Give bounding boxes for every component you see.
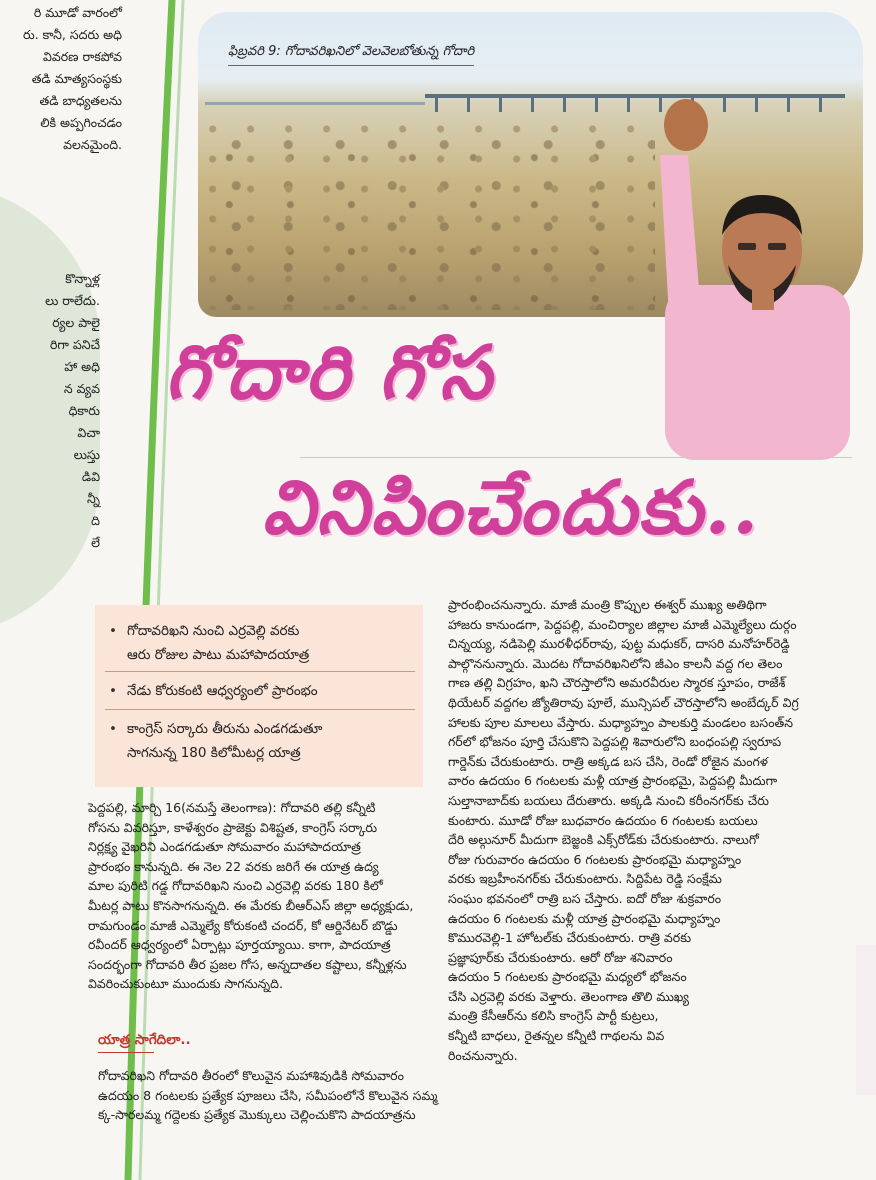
article-line: మంత్రి కేసీఆర్‌ను కలిసి కాంగ్రెస్ పార్టీ కుట్రలు, bbox=[448, 1008, 659, 1024]
text-line: వలనమైంది. bbox=[63, 137, 122, 152]
text-line: తడి బాధ్యతలను bbox=[39, 93, 122, 108]
article-body-right bbox=[448, 595, 863, 1065]
text-line: వివరణ రాకపోవ bbox=[42, 49, 122, 64]
highlights-box bbox=[95, 605, 423, 787]
article-line: మాల పురిటి గడ్డ గోదావరిఖని నుంచి ఎర్రవెల్లి వరకు 180 కిలో bbox=[88, 878, 383, 894]
text-line: న్నీ bbox=[86, 491, 100, 506]
article-line: గోదావరిఖని గోదావరి తీరంలో కొలువైన మహాశివుడికి సోమవారం bbox=[98, 1068, 404, 1083]
article-line: ప్రారంభం కానున్నది. ఈ నెల 22 వరకు జరిగే ఈ యాత్ర ఉద్య bbox=[88, 858, 379, 874]
article-line: రామగుండం మాజీ ఎమ్మెల్యే కోరుకంటి చందర్, కో ఆర్డినేటర్ బొడ్డు bbox=[88, 917, 398, 933]
article-line: పెద్దపల్లి, మార్చి 16(నమస్తే తెలంగాణ): గోదావరి తల్లి కన్నీటి bbox=[88, 800, 376, 815]
article-line: మీటర్ల పాటు కొనసాగనున్నది. ఈ మేరకు బీఆర్ఎస్ జిల్లా అధ్యక్షుడు, bbox=[88, 897, 414, 913]
article-line: హాలకు పూల మాలలు వేస్తారు. మధ్యాహ్నం పాలకుర్తి మండలం బసంత్‌న bbox=[448, 714, 794, 730]
section-subheading: యాత్ర సాగేదిలా.. bbox=[98, 1032, 191, 1048]
person-raised-fist-photo bbox=[640, 95, 855, 460]
text-line: డివి bbox=[81, 469, 100, 484]
green-border-stripe bbox=[118, 0, 192, 1180]
article-line: రవీందర్ ఆధ్వర్యంలో ఏర్పాట్లు పూర్తయ్యాయి. కాగా, పాదయాత్ర bbox=[88, 937, 391, 953]
article-line: గర్‌లో భోజనం పూర్తి చేసుకొని పెద్దపల్లి శివారులోని బంధంపల్లి స్వరూప bbox=[448, 734, 782, 750]
article-line: థియేటర్ వద్దగల జ్యోతిరావు పూలే, మున్సిపల్ చౌరస్తాలోని అంబేద్కర్ విగ్ర bbox=[448, 694, 799, 710]
article-line: హాజరు కానుండగా, పెద్దపల్లి, మంచిర్యాల జిల్లాల మాజీ ఎమ్మెల్యేలు దుర్గం bbox=[448, 616, 797, 632]
adjacent-page-edge bbox=[856, 945, 876, 1095]
headline-line-1: గోదారి గోస bbox=[165, 330, 494, 416]
article-line: సుల్తానాబాద్‌కు బయలు దేరుతారు. అక్కడి నుంచి కరీంనగర్‌కు చేరు bbox=[448, 792, 769, 808]
article-line: ఉదయం 6 గంటలకు మళ్లీ యాత్ర ప్రారంభమై మధ్యాహ్నం bbox=[448, 910, 721, 926]
text-line: విచా bbox=[77, 425, 100, 440]
article-line: ప్రజ్ఞాపూర్‌కు చేరుకుంటారు. ఆరో రోజు శనివారం bbox=[448, 949, 673, 965]
article-line: నిర్లక్ష్య వైఖరిని ఎండగడుతూ సోమవారం మహాపాదయాత్ర bbox=[88, 839, 361, 855]
text-line: తడి మాత్యసంస్థకు bbox=[31, 71, 122, 86]
article-line: ప్రారంభించనున్నారు. మాజీ మంత్రి కొప్పుల ఈశ్వర్ ముఖ్య అతిథిగా bbox=[448, 597, 767, 612]
article-line: కొమురవెల్లి-1 హోటల్‌కు చేరుకుంటారు. రాత్రి వరకు bbox=[448, 930, 692, 946]
bullet-icon: • bbox=[109, 623, 117, 639]
photo-caption: ఫిబ్రవరి 9: గోదావరిఖనిలో వెలవెలబోతున్న గోదారి bbox=[228, 44, 474, 66]
highlight-item: • కాంగ్రెస్ సర్కారు తీరును ఎండగడుతూ సాగనున్న 180 కిలోమీటర్ల యాత్ర bbox=[109, 717, 322, 765]
riverbed-texture bbox=[205, 120, 655, 310]
text-line: కొన్నాళ్ల bbox=[65, 271, 100, 286]
article-line: చేసి ఎర్రవెల్లి వరకు వెళ్తారు. తెలంగాణ తొలి ముఖ్య bbox=[448, 988, 689, 1004]
headline-line-2: వినిపించేందుకు.. bbox=[262, 465, 761, 551]
article-line: కన్నీటి బాధలు, రైతన్నల కన్నీటి గాథలను వివ bbox=[448, 1028, 665, 1044]
article-line: సంఘం భవనంలో రాత్రి బస చేస్తారు. ఐదో రోజు శుక్రవారం bbox=[448, 890, 722, 906]
headline-divider bbox=[300, 457, 852, 458]
text-line: రిగా పనిచే bbox=[49, 337, 100, 352]
text-line: రి మూడో వారంలో bbox=[33, 5, 122, 20]
text-line: ర్యల పాలై bbox=[52, 315, 100, 330]
text-line: న వ్యవ bbox=[63, 381, 100, 396]
bullet-icon: • bbox=[109, 721, 117, 737]
article-line: గాణ తల్లి విగ్రహం, ఖని చౌరస్తాలోని అమరవీరుల స్మారక స్తూపం, రాజేశ్ bbox=[448, 675, 786, 691]
article-line: రోజు గురువారం ఉదయం 6 గంటలకు ప్రారంభమై మధ్యాహ్నం bbox=[448, 851, 742, 867]
text-line: ధికారు bbox=[68, 403, 100, 418]
highlight-item: • గోదావరిఖని నుంచి ఎర్రవెల్లి వరకు ఆరు రోజుల పాటు మహాపాదయాత్ర bbox=[109, 619, 309, 667]
text-line: హా అధి bbox=[64, 359, 100, 374]
article-line: కుంటారు. మూడో రోజు బుధవారం ఉదయం 6 గంటలకు బయలు bbox=[448, 812, 758, 828]
text-line: లుస్తు bbox=[73, 447, 100, 462]
article-line: ఉదయం 5 గంటలకు ప్రారంభమై మధ్యలో భోజనం bbox=[448, 969, 687, 985]
article-line: వారం ఉదయం 6 గంటలకు మళ్లీ యాత్ర ప్రారంభమై, పెద్దపల్లి మీదుగా bbox=[448, 773, 778, 789]
text-line: రు. కానీ, సదరు అధి bbox=[23, 27, 122, 42]
text-line: లే bbox=[91, 535, 100, 550]
text-line: లికి అప్పగించడం bbox=[40, 115, 122, 130]
highlight-separator bbox=[105, 709, 415, 710]
article-line: వివరించుకుంటూ ముందుకు సాగనున్నది. bbox=[88, 976, 283, 992]
article-line: చిన్నయ్య, నడిపెల్లి మురళీధర్‌రావు, పుట్ట మధుకర్, దాసరి మనోహర్‌రెడ్డి bbox=[448, 636, 790, 652]
article-line: గోసను వివరిస్తూ, కాళేశ్వరం ప్రాజెక్టు విశిష్టత, కాంగ్రెస్ సర్కారు bbox=[88, 819, 378, 835]
article-line: వరకు ఇబ్రహీంనగర్‌కు చేరుకుంటారు. సిద్దిపేట రెడ్డి సంక్షేమ bbox=[448, 871, 722, 887]
article-body-left-2 bbox=[98, 1066, 443, 1125]
article-line: గార్డెన్‌కు చేరుకుంటారు. రాత్రి అక్కడ బస చేసి, రెండో రోజైన మంగళ bbox=[448, 753, 768, 769]
article-line: క్క-సారలమ్మ గద్దెలకు ప్రత్యేక మొక్కులు చెల్లించుకొని పాదయాత్రను bbox=[98, 1107, 416, 1123]
article-line: రించనున్నారు. bbox=[448, 1047, 518, 1063]
subheading-underline bbox=[98, 1052, 154, 1053]
highlight-item: • నేడు కోరుకంటి ఆధ్వర్యంలో ప్రారంభం bbox=[109, 679, 318, 703]
text-line: ది bbox=[91, 513, 100, 528]
article-line: ఉదయం 8 గంటలకు ప్రత్యేక పూజలు చేసి, సమీపంలోనే కొలువైన సమ్మ bbox=[98, 1087, 438, 1103]
article-body-left bbox=[88, 798, 438, 994]
article-line: పాల్గొననున్నారు. మొదట గోదావరిఖనిలోని జీఎం కాలనీ వద్ద గల తెలం bbox=[448, 655, 783, 671]
article-line: దేరి అల్గునూర్ మీదుగా బెజ్జంకి ఎక్స్‌రోడ్‌కు చేరుకుంటారు. నాలుగో bbox=[448, 832, 759, 848]
highlight-separator bbox=[105, 671, 415, 672]
article-line: సందర్భంగా గోదావరి తీర ప్రజల గోస, అన్నదాతల కష్టాలు, కన్నీళ్లను bbox=[88, 956, 407, 972]
bullet-icon: • bbox=[109, 683, 117, 699]
text-line: లు రాలేదు. bbox=[45, 293, 100, 308]
